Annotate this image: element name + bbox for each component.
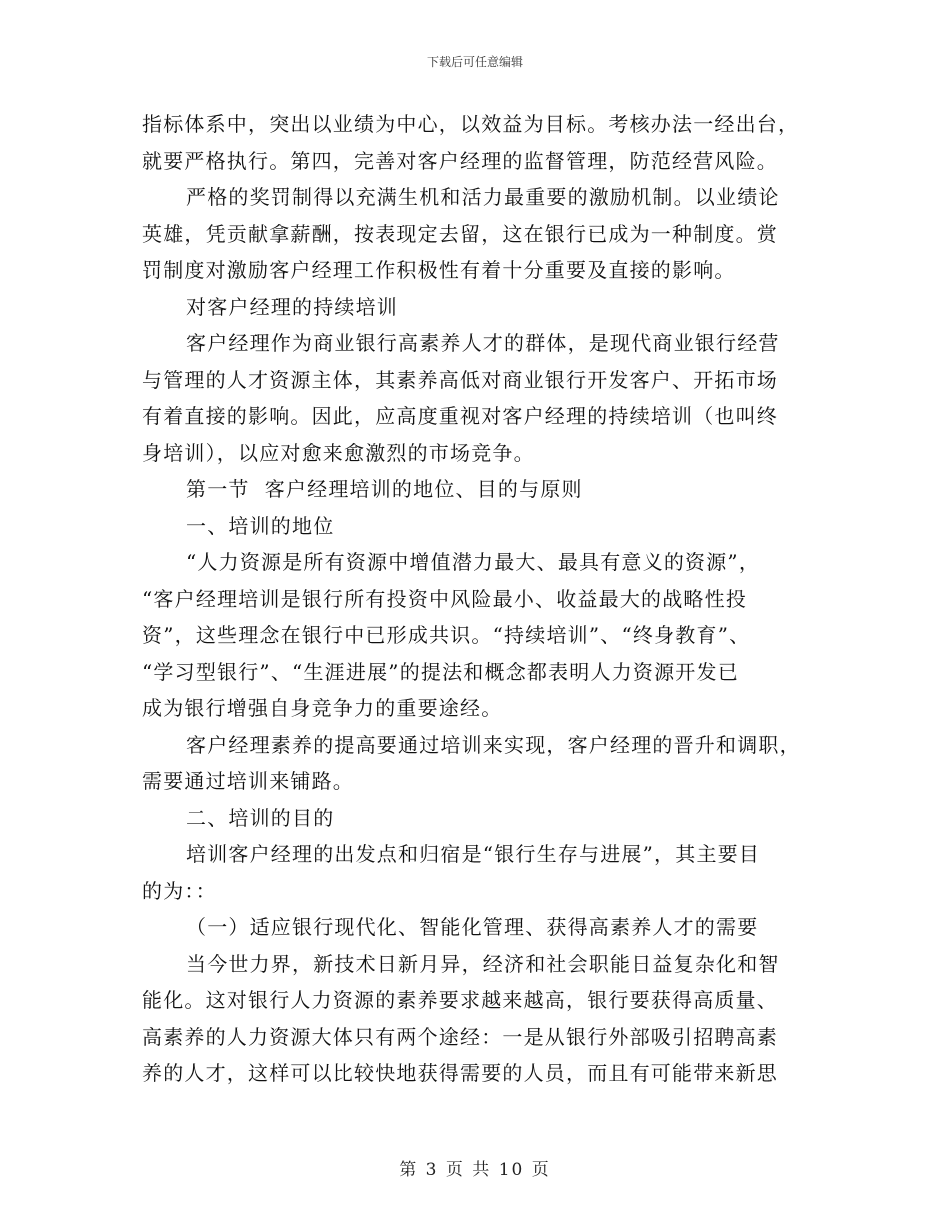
text-line: 英雄，凭贡献拿薪酬，按表现定去留，这在银行已成为一种制度。赏 <box>142 221 778 246</box>
text-line: 客户经理作为商业银行高素养人才的群体，是现代商业银行经营 <box>186 331 780 355</box>
paragraph <box>142 946 810 1092</box>
text-line: 二、培训的目的 <box>186 805 335 830</box>
text-line: 培训客户经理的出发点和归宿是“银行生存与进展”，其主要目 <box>186 842 761 866</box>
text-line: 能化。这对银行人力资源的素养要求越来越高，银行要获得高质量、 <box>142 988 778 1012</box>
text-line: 对客户经理的持续培训 <box>186 294 398 319</box>
text-line: 严格的奖罚制得以充满生机和活力最重要的激励机制。以业绩论 <box>186 185 780 209</box>
text-line: 与管理的人才资源主体，其素养高低对商业银行开发客户、开拓市场 <box>142 367 778 392</box>
paragraph <box>142 106 810 179</box>
document-body <box>142 106 810 1092</box>
text-line: “客户经理培训是银行所有投资中风险最小、收益最大的战略性投 <box>142 586 748 611</box>
text-line: 第一节 客户经理培训的地位、目的与原则 <box>186 477 583 501</box>
paragraph <box>142 800 810 837</box>
paragraph <box>142 544 810 727</box>
text-line: 的为：： <box>142 878 217 903</box>
page-number-footer: 第 3 页 共 10 页 <box>399 1160 551 1180</box>
text-line: 身培训），以应对愈来愈激烈的市场竞争。 <box>142 440 535 465</box>
paragraph <box>142 179 810 289</box>
page-header: 下载后可任意编辑 <box>426 55 523 69</box>
text-line: 指标体系中，突出以业绩为中心，以效益为目标。考核办法一经出台， <box>142 112 800 136</box>
text-line: （一）适应银行现代化、智能化管理、获得高素养人才的需要 <box>186 915 759 939</box>
paragraph <box>142 727 810 800</box>
text-line: 高素养的人力资源大体只有两个途经：一是从银行外部吸引招聘高素 <box>142 1024 778 1049</box>
text-line: 罚制度对激励客户经理工作积极性有着十分重要及直接的影响。 <box>142 258 736 282</box>
text-line: 需要通过培训来铺路。 <box>142 769 354 793</box>
text-line: “人力资源是所有资源中增值潜力最大、最具有意义的资源”， <box>186 550 761 574</box>
paragraph <box>142 471 810 508</box>
text-line: 就要严格执行。第四，完善对客户经理的监督管理，防范经营风险。 <box>142 148 778 173</box>
text-line: 养的人才，这样可以比较快地获得需要的人员，而且有可能带来新思 <box>142 1061 778 1085</box>
text-line: 一、培训的地位 <box>186 513 335 538</box>
text-line: 有着直接的影响。因此，应高度重视对客户经理的持续培训（也叫终 <box>142 404 778 428</box>
text-line: “学习型银行”、“生涯进展”的提法和概念都表明人力资源开发已 <box>142 659 739 684</box>
paragraph <box>142 325 810 471</box>
paragraph <box>142 508 810 545</box>
text-line: 资”，这些理念在银行中已形成共识。“持续培训”、“终身教育”、 <box>142 623 751 647</box>
text-line: 成为银行增强自身竞争力的重要途经。 <box>142 696 503 720</box>
text-line: 当今世力界，新技术日新月异，经济和社会职能日益复杂化和智 <box>186 951 780 976</box>
paragraph <box>142 836 810 909</box>
paragraph <box>142 909 810 946</box>
text-line: 客户经理素养的提高要通过培训来实现，客户经理的晋升和调职， <box>186 732 801 757</box>
paragraph <box>142 289 810 326</box>
